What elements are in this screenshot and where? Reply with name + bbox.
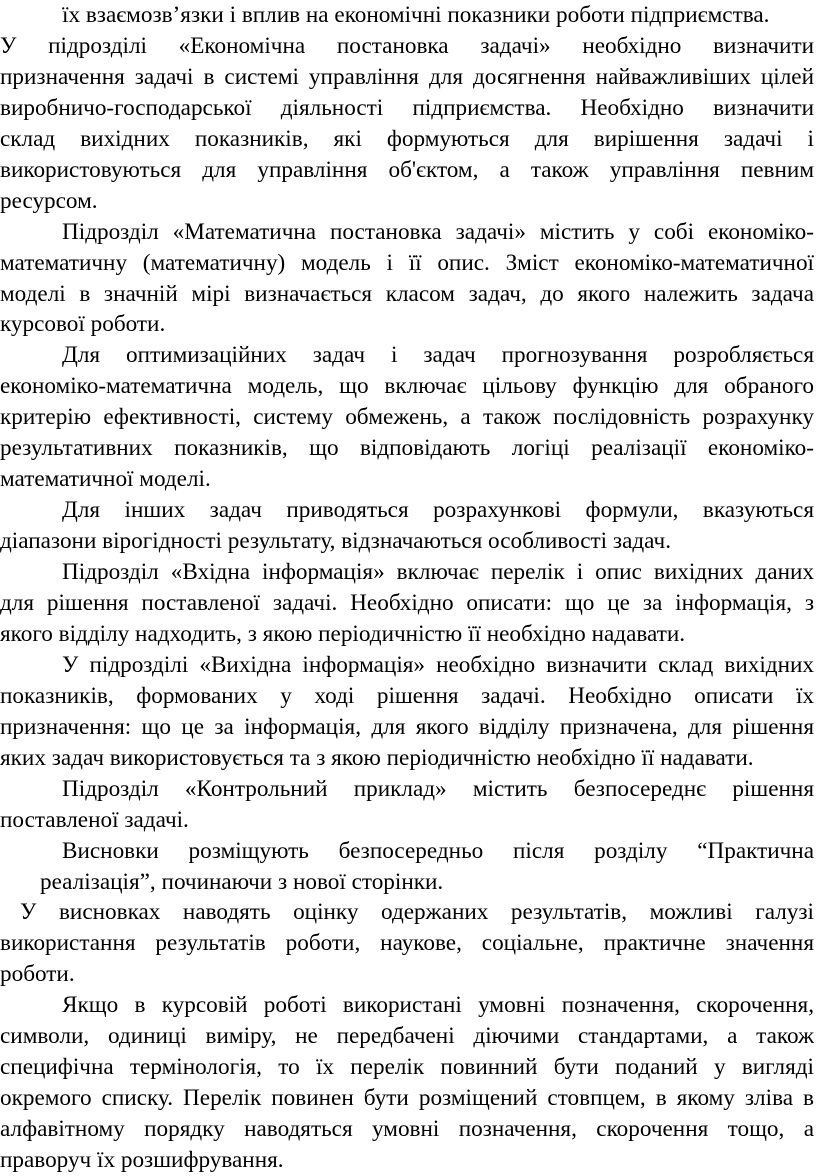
text-line: моделі в значній мірі визначається класом задач, до якого належить задача	[0, 280, 814, 307]
text-line: Якщо в курсовій роботі використані умовні позначення, скорочення,	[62, 992, 814, 1019]
text-line: ресурсом.	[0, 187, 98, 214]
text-line: призначення задачі в системі управління для досягнення найважливіших цілей	[0, 63, 814, 90]
text-line: Підрозділ «Контрольний приклад» містить безпосереднє рішення	[62, 775, 814, 802]
text-line: використання результатів роботи, наукове, соціальне, практичне значення	[0, 930, 814, 957]
text-line: виробничо-господарської діяльності підприємства. Необхідно визначити	[0, 94, 814, 121]
text-line: символи, одиниці виміру, не передбачені діючими стандартами, а також	[0, 1023, 814, 1050]
text-line: Для інших задач приводяться розрахункові формули, вказуються	[62, 497, 814, 524]
text-line: окремого списку. Перелік повинен бути розміщений стовпцем, в якому зліва в	[0, 1085, 814, 1112]
text-line: діапазони вірогідності результату, відзначаються особливості задач.	[0, 528, 671, 555]
text-line: Для оптимизаційних задач і задач прогнозування розробляється	[62, 342, 814, 369]
text-line: математичну (математичну) модель і її опис. Зміст економіко-математичної	[0, 249, 814, 276]
text-line: У підрозділі «Економічна постановка задачі» необхідно визначити	[0, 32, 814, 59]
text-line: специфічна термінологія, то їх перелік повинний бути поданий у вигляді	[0, 1054, 814, 1081]
text-line: економіко-математична модель, що включає цільову функцію для обраного	[0, 373, 814, 400]
text-line: поставленої задачі.	[0, 806, 189, 833]
text-line: У висновках наводять оцінку одержаних результатів, можливі галузі	[20, 899, 814, 926]
text-line: алфавітному порядку наводяться умовні позначення, скорочення тощо, а	[0, 1116, 814, 1143]
text-line: призначення: що це за інформація, для якого відділу призначена, для рішення	[0, 713, 814, 740]
text-line: курсової роботи.	[0, 311, 166, 338]
text-line: У підрозділі «Вихідна інформація» необхідно визначити склад вихідних	[62, 651, 814, 678]
text-line: роботи.	[0, 961, 75, 988]
text-line: показників, формованих у ході рішення задачі. Необхідно описати їх	[0, 682, 814, 709]
text-line: реалізація”, починаючи з нової сторінки.	[40, 868, 444, 895]
text-line: яких задач використовується та з якою періодичністю необхідно її надавати.	[0, 744, 754, 771]
text-line: їх взаємозв’язки і вплив на економічні показники роботи підприємства.	[62, 2, 770, 28]
text-line: результативних показників, що відповідають логіці реалізації економіко-	[0, 435, 814, 462]
text-line: Підрозділ «Математична постановка задачі» містить у собі економіко-	[62, 218, 814, 245]
text-line: Висновки розміщують безпосередньо після розділу “Практична	[62, 837, 814, 864]
text-line: склад вихідних показників, які формуються для вирішення задачі і	[0, 125, 814, 152]
text-line: Підрозділ «Вхідна інформація» включає перелік і опис вихідних даних	[62, 559, 814, 586]
text-line: для рішення поставленої задачі. Необхідно описати: що це за інформація, з	[0, 590, 814, 616]
text-line: математичної моделі.	[0, 466, 211, 493]
text-line: використовуються для управління об'єктом, а також управління певним	[0, 156, 814, 183]
text-line: праворуч їх розшифрування.	[0, 1147, 284, 1174]
text-line: якого відділу надходить, з якою періодичністю її необхідно надавати.	[0, 620, 686, 647]
text-line: критерію ефективності, систему обмежень, а також послідовність розрахунку	[0, 404, 814, 431]
